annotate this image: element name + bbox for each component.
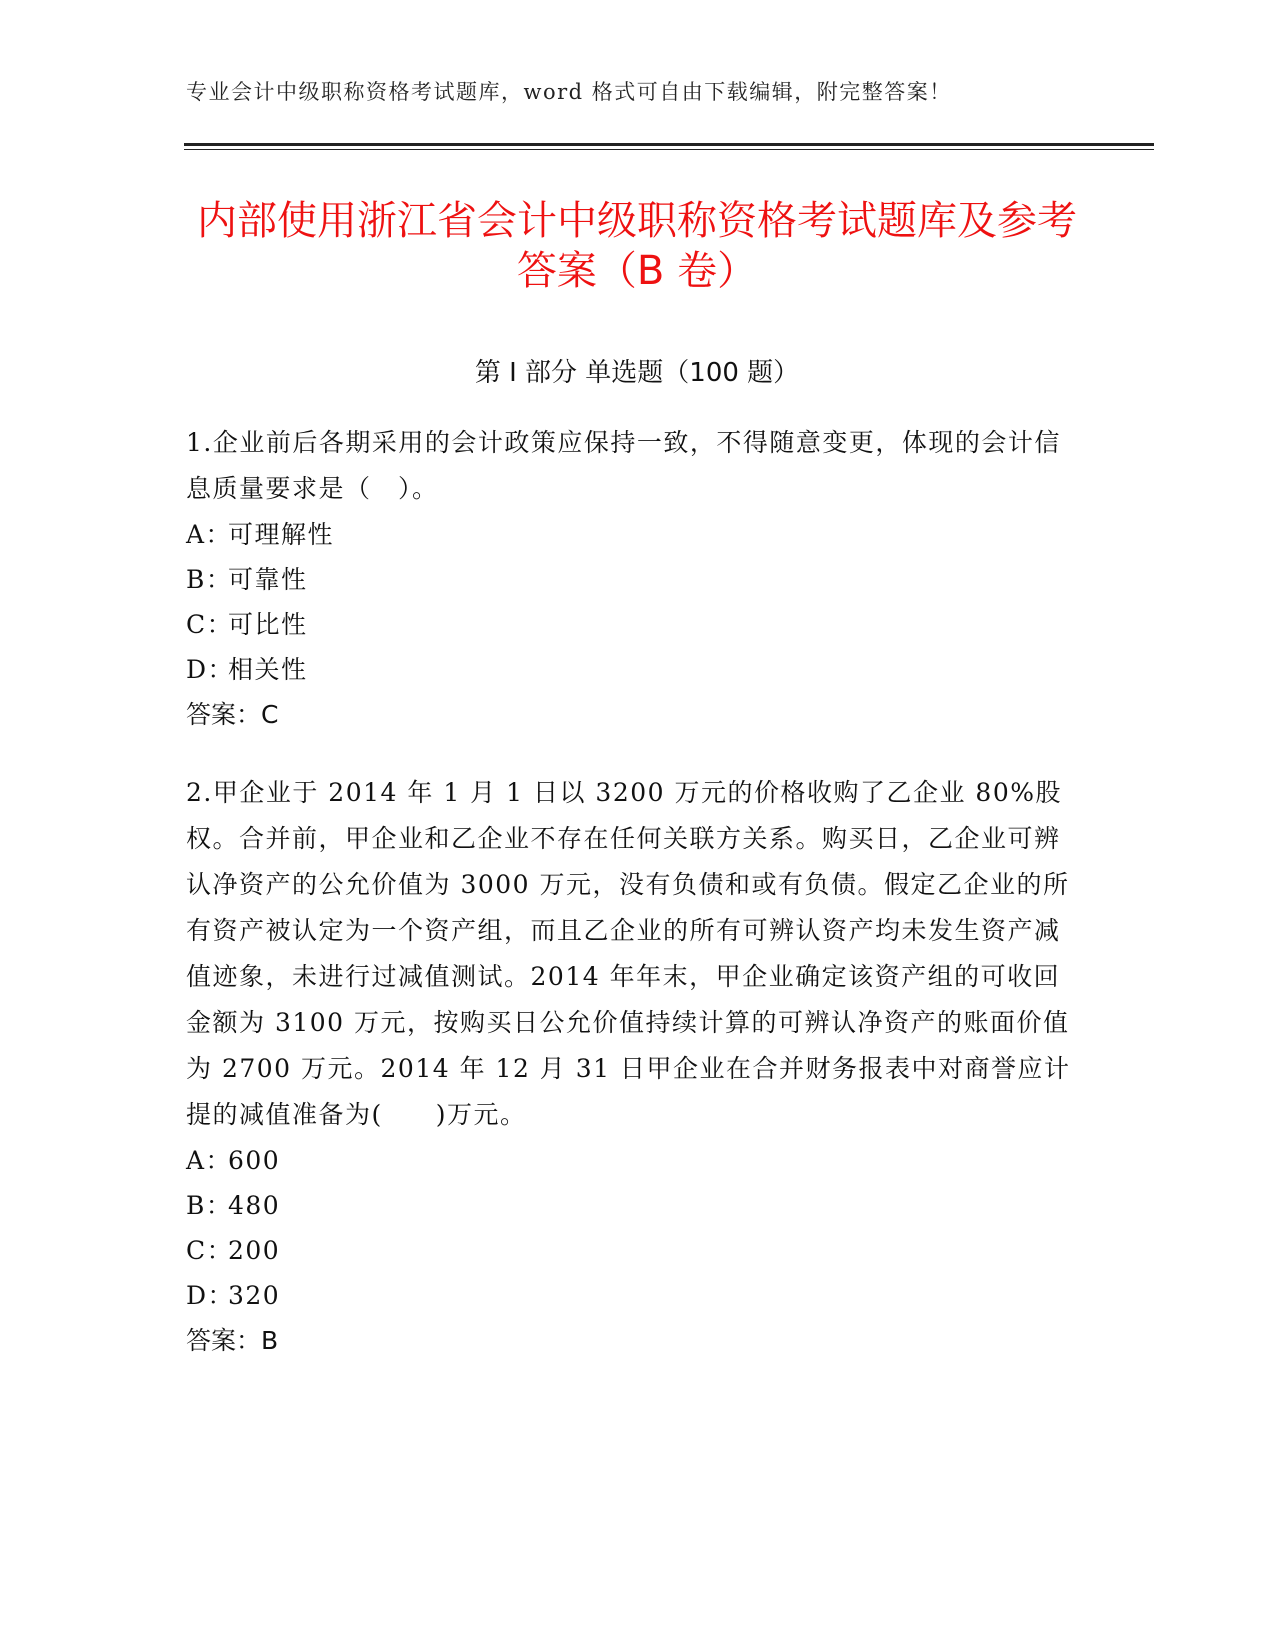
option-text: 320 bbox=[228, 1281, 281, 1310]
question-2 bbox=[186, 770, 1086, 1364]
option-a bbox=[186, 1138, 1086, 1183]
option-c bbox=[186, 602, 1086, 647]
header-divider-thick bbox=[184, 143, 1154, 146]
option-c bbox=[186, 1228, 1086, 1273]
option-a bbox=[186, 512, 1086, 557]
question-text: 1.企业前后各期采用的会计政策应保持一致，不得随意变更，体现的会计信息质量要求是（ ）。 bbox=[186, 428, 1061, 503]
option-d bbox=[186, 647, 1086, 692]
option-text: 480 bbox=[228, 1191, 281, 1220]
option-key: B： bbox=[186, 1191, 233, 1220]
header-note: 专业会计中级职称资格考试题库，word 格式可自由下载编辑，附完整答案！ bbox=[186, 80, 952, 104]
answer: 答案：C bbox=[186, 700, 279, 729]
option-key: D： bbox=[186, 655, 235, 684]
option-d bbox=[186, 1273, 1086, 1318]
section-title: 第 I 部分 单选题（100 题） bbox=[474, 358, 800, 388]
option-key: A： bbox=[186, 1146, 233, 1175]
option-text: 可比性 bbox=[228, 610, 308, 639]
option-text: 600 bbox=[228, 1146, 281, 1175]
option-key: D： bbox=[186, 1281, 235, 1310]
option-key: A： bbox=[186, 520, 233, 549]
answer: 答案：B bbox=[186, 1326, 279, 1355]
option-b bbox=[186, 1183, 1086, 1228]
option-text: 200 bbox=[228, 1236, 281, 1265]
option-text: 可理解性 bbox=[228, 520, 335, 549]
header-divider-thin bbox=[184, 149, 1154, 150]
question-1 bbox=[186, 420, 1086, 738]
question-text: 2.甲企业于 2014 年 1 月 1 日以 3200 万元的价格收购了乙企业 80%股权。合并前，甲企业和乙企业不存在任何关联方关系。购买日，乙企业可辨认净资产的公允价值为 3000 万元，没有负债和或有负债。假定乙企业的所有资产被认定为一个资产组，而且乙企业的所有可辨认资产均未发生资产减值迹象，未进行过减值测试。2014 年年末，甲企业确定该资产组的可收回金额为 3100 万元，按购买日公允价值持续计算的可辨认净资产的账面价值为 2700 万元。2014 年 12 月 31 日甲企业在合并财务报表中对商誉应计提的减值准备为( )万元。 bbox=[186, 778, 1071, 1129]
option-b bbox=[186, 557, 1086, 602]
option-text: 相关性 bbox=[228, 655, 308, 684]
option-key: C： bbox=[186, 610, 234, 639]
document-title: 内部使用浙江省会计中级职称资格考试题库及参考答案（B 卷） bbox=[197, 198, 1077, 294]
option-key: C： bbox=[186, 1236, 234, 1265]
option-key: B： bbox=[186, 565, 233, 594]
option-text: 可靠性 bbox=[228, 565, 308, 594]
